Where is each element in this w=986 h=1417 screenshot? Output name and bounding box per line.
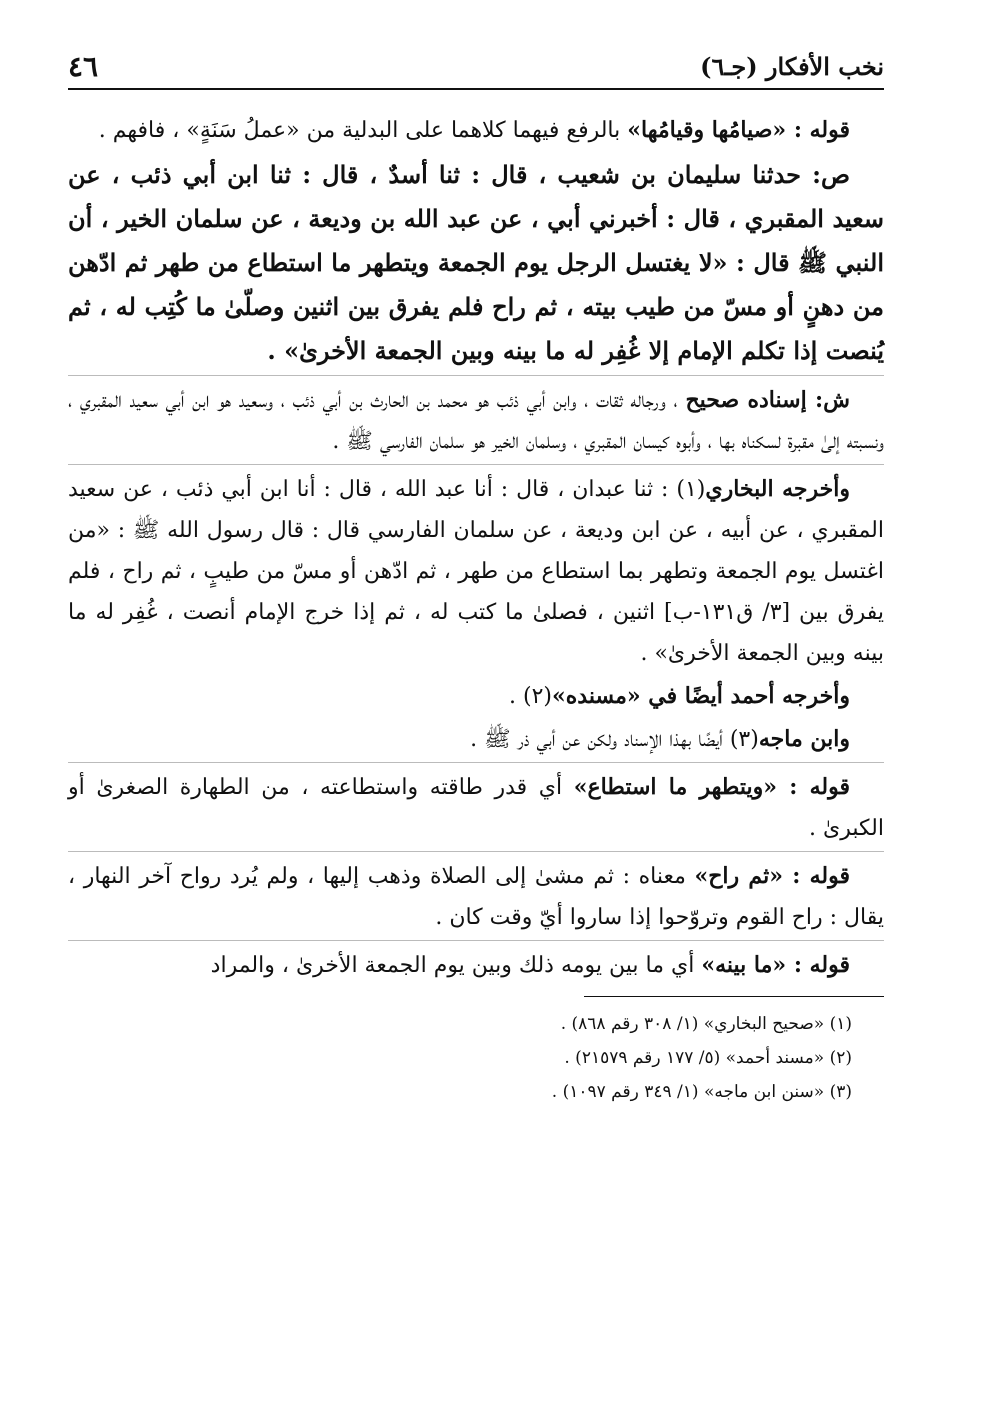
running-header (68, 48, 884, 90)
section-divider (68, 851, 884, 852)
footnote-item: (٣) «سنن ابن ماجه» (١/ ٣٤٩ رقم ١٠٩٧) . (551, 1082, 852, 1102)
paragraph-commentary-3 (68, 856, 884, 938)
paragraph-ibn-majah (68, 719, 884, 760)
section-divider (68, 375, 884, 376)
footnote-rule (584, 996, 884, 997)
paragraph-text: (١) : ثنا عبدان ، قال : أنا عبد الله ، قال : أنا ابن أبي ذئب ، عن سعيد المقبري ، عن أبيه ، عن ابن وديعة ، عن سلمان الفارسي قال : قال رسول الله ﷺ : «من اغتسل يوم الجمعة وتطهر بما استطاع من طهر ، ثم ادّهن أو مسّ من طيبٍ ، ثم راح ، فلم يفرق بين [٣/ ق١٣١-ب] اثنين ، فصلىٰ ما كتب له ، ثم إذا خرج الإمام أنصت ، غُفِر له ما بينه وبين الجمعة الأخرىٰ» . (68, 477, 884, 666)
paragraph-lead: وأخرجه أحمد أيضًا في «مسنده» (552, 683, 850, 709)
paragraph-lead: وابن ماجه (758, 726, 850, 752)
paragraph-sharh (68, 380, 884, 462)
paragraph-text: أي قدر طاقته واستطاعته ، من الطهارة الصغرىٰ أو الكبرىٰ . (68, 775, 884, 841)
paragraph-text: أي ما بين يومه ذلك وبين يوم الجمعة الأخرىٰ ، والمراد (210, 953, 702, 978)
paragraph-text: معناه : ثم مشىٰ إلى الصلاة وذهب إليها ، ولم يُرد رواح آخر النهار ، يقال : راح القوم وتروّحوا إذا ساروا أيّ وقت كان . (68, 864, 884, 930)
page-number: ٤٦ (68, 50, 99, 83)
paragraph-text: (٢) . (509, 684, 553, 709)
paragraph-text: حدثنا سليمان بن شعيب ، قال : ثنا أسدٌ ، قال : ثنا ابن أبي ذئب ، عن سعيد المقبري ، قال : أخبرني أبي ، عن عبد الله بن وديعة ، عن سلمان الخير ، أن النبي ﷺ قال : «لا يغتسل الرجل يوم الجمعة ويتطهر ما استطاع من طهر ثم ادّهن من دهنٍ أو مسّ من طيب بيته ، ثم راح فلم يفرق بين اثنين وصلّىٰ ما كُتِب له ، ثم يُنصت إذا تكلم الإمام إلا غُفِر له ما بينه وبين الجمعة الأخرىٰ» . (68, 160, 884, 365)
paragraph-lead: قوله : «ما بينه» (701, 952, 850, 978)
book-page (68, 48, 884, 1109)
section-divider (68, 940, 884, 941)
paragraph-bukhari (68, 469, 884, 674)
paragraph-commentary-4 (68, 945, 884, 986)
paragraph-lead: ص: (812, 160, 851, 189)
paragraph-commentary-2 (68, 767, 884, 849)
paragraph-ahmad (68, 676, 884, 717)
paragraph-hadith-text (68, 153, 884, 373)
paragraph-lead: قوله : «ويتطهر ما استطاع» (573, 774, 850, 800)
paragraph-text: ، ورجاله ثقات ، وابن أبي ذئب هو محمد بن الحارث بن أبي ذئب ، وسعيد هو ابن أبي سعيد المقبري ، ونسبته إلىٰ مقبرة لسكناه بها ، وأبوه كيسان المقبري ، وسلمان الخير هو سلمان الفارسي ﷺ . (68, 388, 884, 454)
footnote-item: (١) «صحيح البخاري» (١/ ٣٠٨ رقم ٨٦٨) . (560, 1014, 852, 1034)
paragraph-lead: قوله : «ثم راح» (694, 863, 850, 889)
footnotes (68, 1007, 884, 1109)
paragraph-text: بالرفع فيهما كلاهما على البدلية من «عملُ سَنَةٍ» ، فافهم . (98, 118, 628, 143)
main-text (68, 110, 884, 986)
book-title: نخب الأفكار (جـ٦) (700, 52, 884, 81)
section-divider (68, 464, 884, 465)
paragraph-commentary-1 (68, 110, 884, 151)
section-divider (68, 762, 884, 763)
footnote-item: (٢) «مسند أحمد» (٥/ ١٧٧ رقم ٢١٥٧٩) . (564, 1048, 852, 1068)
paragraph-lead: ش: إسناده صحيح (685, 387, 851, 413)
paragraph-lead: وأخرجه البخاري (705, 476, 850, 502)
paragraph-text: (٣) أيضًا بهذا الإسناد ولكن عن أبي ذر ﷺ . (470, 727, 759, 752)
paragraph-lead: قوله : «صيامُها وقيامُها» (627, 117, 850, 143)
